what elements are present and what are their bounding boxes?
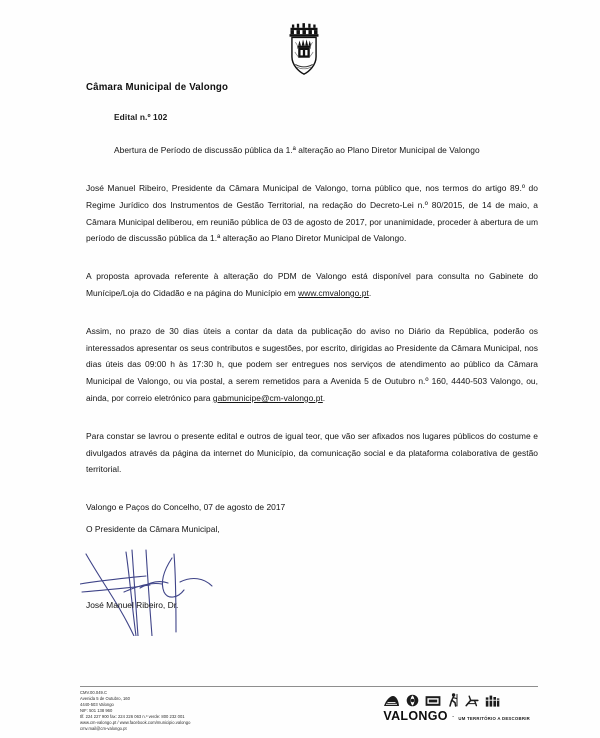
organization-name: Câmara Municipal de Valongo [86, 82, 229, 93]
handwritten-signature [80, 536, 310, 636]
lounge-chair-icon [465, 695, 479, 707]
footer-address-city: 4440-503 Valongo [80, 702, 114, 707]
signoff-title: O Presidente da Câmara Municipal, [86, 524, 220, 535]
valongo-coat-of-arms-icon [278, 22, 330, 78]
edital-number: Edital n.º 102 [114, 112, 168, 122]
slate-tile-icon [425, 695, 441, 707]
footer-brandline [383, 709, 530, 723]
bakery-bread-icon [485, 694, 500, 707]
footer-email-line[interactable]: cmv.mail@cm-valongo.pt [80, 726, 127, 731]
fossil-trilobite-icon [406, 694, 419, 707]
place-and-date: Valongo e Paços do Concelho, 07 de agosto de 2017 [86, 502, 286, 513]
mountain-icon [383, 695, 400, 707]
paragraph-proposta-text: A proposta aprovada referente à alteração do PDM de Valongo está disponível para consulta no Gabinete do Munícipe/Loja do Cidadão e na página do Município em [86, 271, 538, 298]
footer-phone-line: tlf. 224 227 900 fax: 224 226 063 n.º verde: 800 232 001 [80, 714, 185, 719]
brand-tagline: UM TERRITÓRIO A DESCOBRIR [458, 716, 530, 721]
signature-name: José Manuel Ribeiro, Dr. [86, 600, 179, 611]
crest-container [0, 22, 600, 78]
letterhead [0, 22, 600, 93]
footer-web-line[interactable]: www.cm-valongo.pt / www.facebook.com/municipio.valongo [80, 720, 191, 725]
paragraph-proposta [86, 268, 538, 302]
hiking-person-icon [447, 693, 459, 707]
paragraph-deliberacao: José Manuel Ribeiro, Presidente da Câmara Municipal de Valongo, torna público que, nos termos do artigo 89.º do Regime Jurídico dos Instrumentos de Gestão Territorial, na redação do Decreto-Lei n.º 80/2015, de 14 de maio, a Câmara Municipal deliberou, em reunião pública de 03 de agosto de 2017, por unanimidade, proceder à abertura de um período de discussão pública da 1.ª alteração ao Plano Diretor Municipal de Valongo. [86, 183, 538, 244]
footer-doc-code: CMV.00.049.C [80, 690, 108, 695]
footer-brand-block [383, 690, 538, 723]
footer-contact-block [80, 690, 190, 732]
footer-pictogram-row [383, 690, 530, 707]
footer-nif: NIF: 501 138 960 [80, 708, 113, 713]
footer-address-street: Avenida 5 de Outubro, 160 [80, 696, 130, 701]
paragraph-prazo-text: Assim, no prazo de 30 dias úteis a contar da data da publicação do aviso no Diário da República, poderão os interessados apresentar os seus contributos e sugestões, por escrito, dirigidas ao Presidente da Câmara Municipal, nos dias úteis das 09:00 h às 17:30 h, que podem ser entregues nos serviços de atendimento ao público da Câmara Municipal de Valongo, ou via postal, a serem remetidos para a Avenida 5 de Outubro n.º 160, 4440-503 Valongo, ou, ainda, por correio eletrónico para [86, 325, 538, 403]
signature-area [86, 536, 538, 612]
cmvalongo-website-link[interactable]: www.cmvalongo.pt [298, 287, 369, 298]
document-subject: Abertura de Período de discussão pública da 1.ª alteração ao Plano Diretor Municipal de Valongo [114, 145, 480, 155]
paragraph-divulgacao: Para constar se lavrou o presente edital e outros de igual teor, que vão ser afixados nos lugares públicos do costume e divulgados através da página da internet do Município, da comunicação social e da plataforma colaborativa de gestão territorial. [86, 430, 538, 475]
gabmunicipe-email-link[interactable]: gabmunicipe@cm-valongo.pt [212, 392, 323, 403]
valongo-wordmark: VALONGO [383, 709, 448, 723]
paragraph-prazo-tail: . [322, 392, 326, 403]
page-footer [80, 686, 538, 732]
paragraph-proposta-tail: . [368, 287, 372, 298]
paragraph-prazo [86, 323, 538, 407]
brand-separator-dot: · [451, 712, 455, 721]
document-content [86, 112, 538, 612]
